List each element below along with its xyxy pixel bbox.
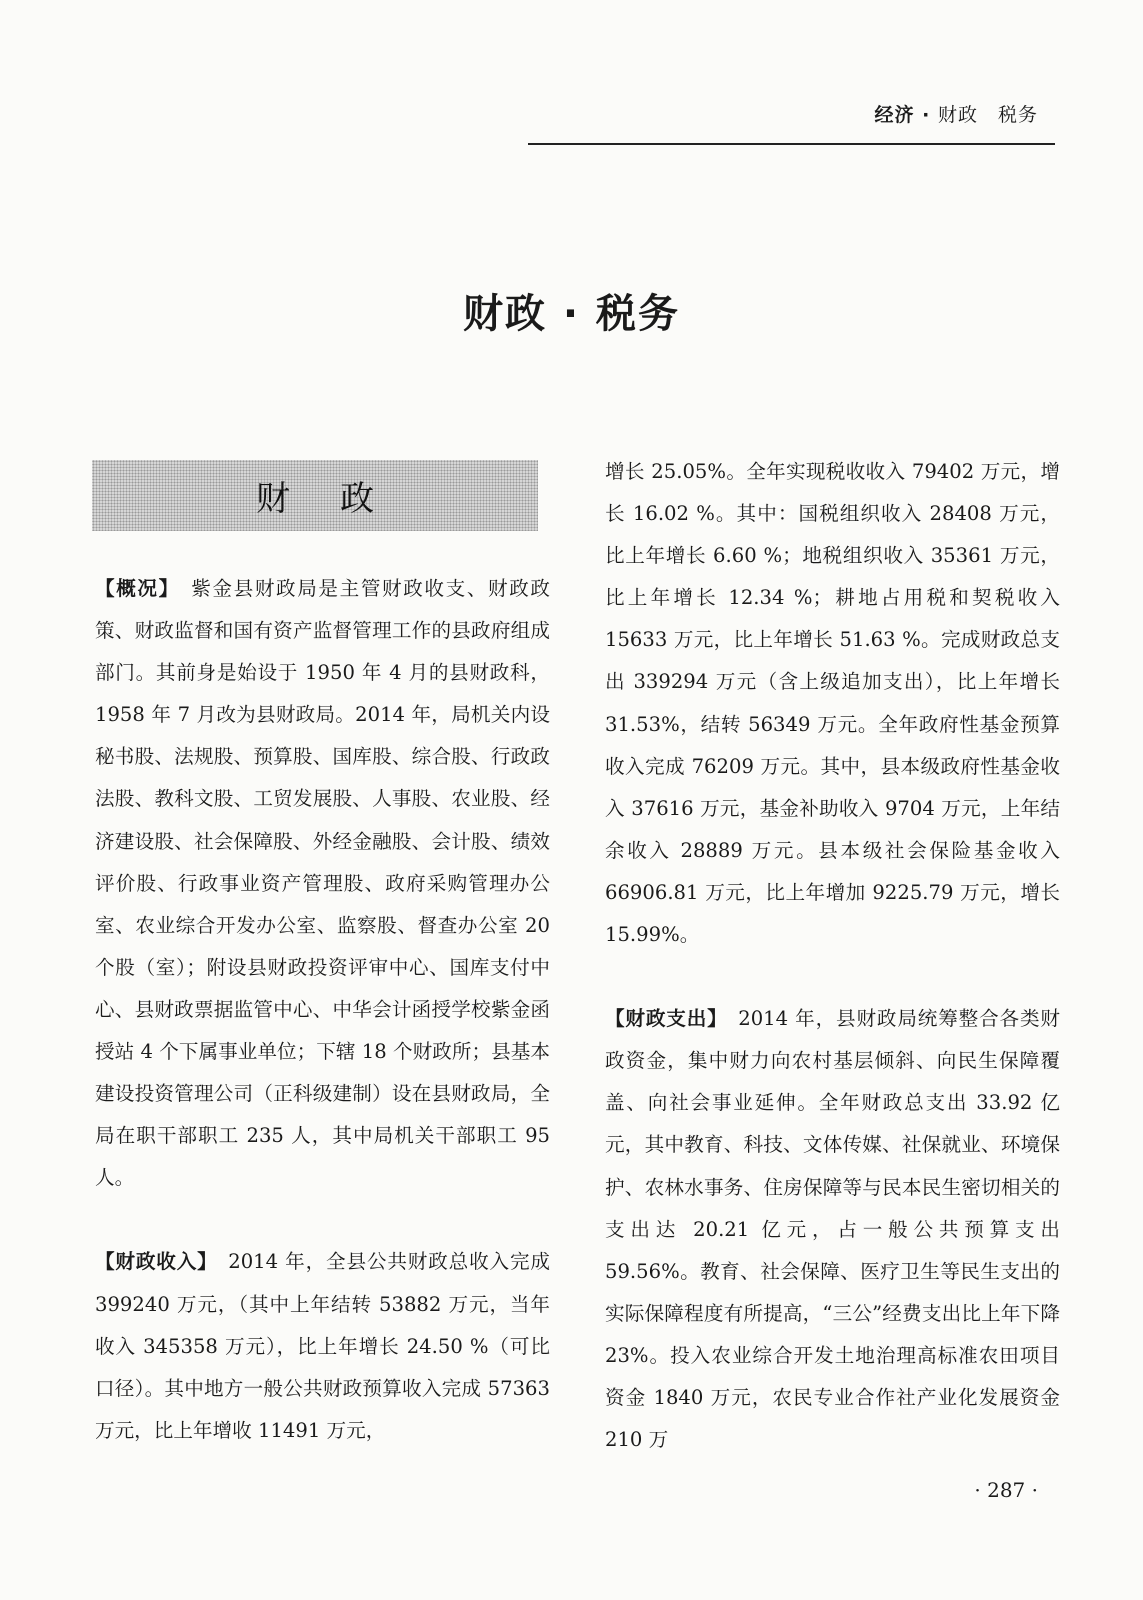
right-column [605,451,1060,1461]
left-column [95,568,550,1452]
paragraph-lead-overview: 【概况】 [95,577,171,600]
page-number: · 287 · [974,1478,1038,1502]
header-rule [528,143,1055,145]
section-heading-box [92,460,538,531]
running-head [875,100,1038,127]
paragraph-gap [605,956,1060,998]
section-heading: 财政 [256,479,424,519]
paragraph-text-revenue: 2014 年，全县公共财政总收入完成 399240 万元，（其中上年结转 53882 万元，当年收入 345358 万元），比上年增长 24.50 %（可比口径）。其中地方一般公共财政预算收入完成 57363 万元，比上年增收 11491 万元， [95,1250,550,1442]
paragraph-expenditure [605,998,1060,1461]
paragraph-revenue [95,1241,550,1451]
running-head-subsection: 财政 税务 [937,104,1038,126]
paragraph-gap [95,1199,550,1241]
paragraph-revenue-continued: 增长 25.05%。全年实现税收收入 79402 万元，增长 16.02 %。其中：国税组织收入 28408 万元，比上年增长 6.60 %；地税组织收入 35361 万元，比上年增长 12.34 %；耕地占用税和契税收入 15633 万元，比上年增长 51.63 %。完成财政总支出 339294 万元（含上级追加支出），比上年增长 31.53%，结转 56349 万元。全年政府性基金预算收入完成 76209 万元。其中，县本级政府性基金收入 37616 万元，基金补助收入 9704 万元，上年结余收入 28889 万元。县本级社会保险基金收入 66906.81 万元，比上年增加 9225.79 万元，增长 15.99%。 [605,460,1060,947]
paragraph-text-expenditure: 2014 年，县财政局统筹整合各类财政资金，集中财力向农村基层倾斜、向民生保障覆盖、向社会事业延伸。全年财政总支出 33.92 亿元，其中教育、科技、文体传媒、社保就业、环境保护、农林水事务、住房保障等与民本民生密切相关的支出达 20.21 亿元，占一般公共预算支出 59.56%。教育、社会保障、医疗卫生等民生支出的实际保障程度有所提高，“三公”经费支出比上年下降 23%。投入农业综合开发土地治理高标准农田项目资金 1840 万元，农民专业合作社产业化发展资金 210 万 [605,1007,1060,1452]
paragraph-overview [95,568,550,1199]
paragraph-lead-revenue: 【财政收入】 [95,1250,208,1274]
paragraph-text-overview: 紫金县财政局是主管财政收支、财政政策、财政监督和国有资产监督管理工作的县政府组成部门。其前身是始设于 1950 年 4 月的县财政科，1958 年 7 月改为县财政局。2014 年，局机关内设秘书股、法规股、预算股、国库股、综合股、行政政法股、教科文股、工贸发展股、人事股、农业股、经济建设股、社会保障股、外经金融股、会计股、绩效评价股、行政事业资产管理股、政府采购管理办公室、农业综合开发办公室、监察股、督查办公室 20 个股（室）；附设县财政投资评审中心、国库支付中心、县财政票据监管中心、中华会计函授学校紫金函授站 4 个下属事业单位；下辖 18 个财政所；县基本建设投资管理公司（正科级建制）设在县财政局，全局在职干部职工 235 人，其中局机关干部职工 95 人。 [95,577,551,1190]
running-head-section: 经济 · [874,104,938,126]
paragraph-lead-expenditure: 【财政支出】 [605,1007,718,1031]
chapter-title: 财政 · 税务 [462,291,681,337]
